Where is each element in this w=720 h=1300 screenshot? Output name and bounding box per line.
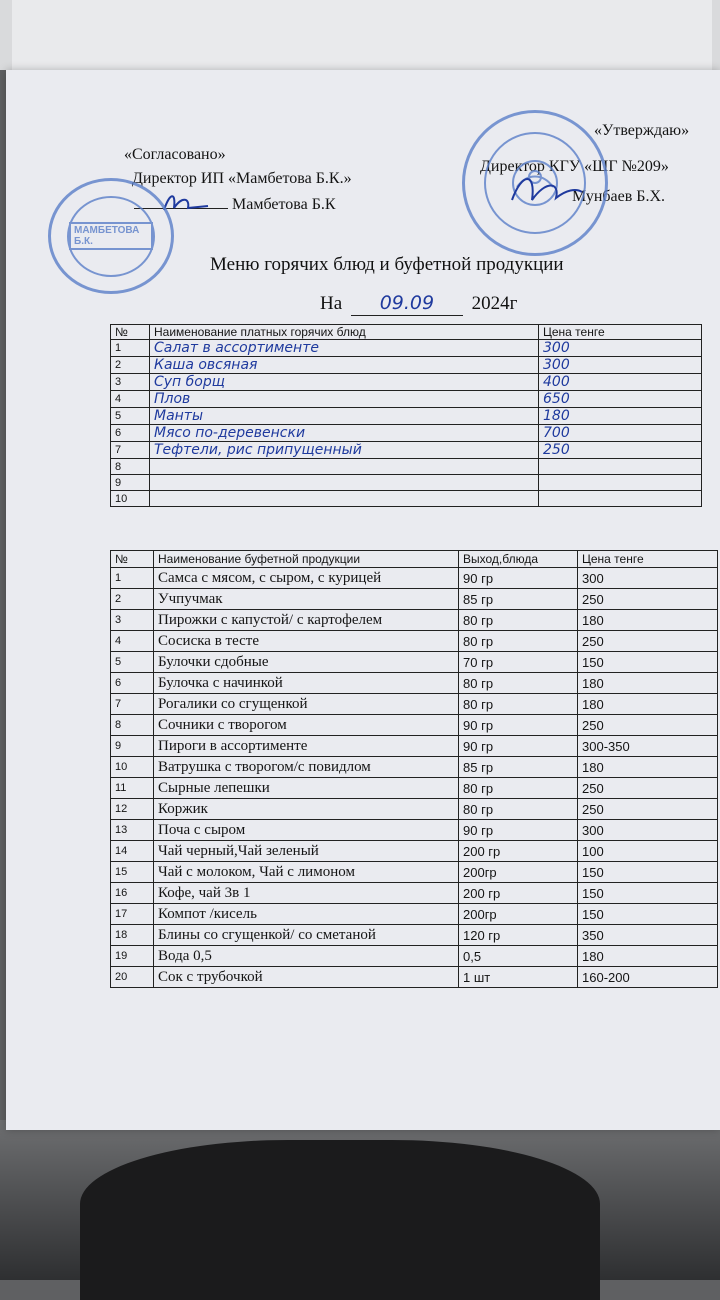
product-name: Булочки сдобные (154, 652, 459, 673)
row-number: 15 (111, 862, 154, 883)
product-name: Сок с трубочкой (154, 967, 459, 988)
dish-price: 700 (539, 425, 702, 442)
product-yield: 90 гр (459, 715, 578, 736)
product-price: 180 (578, 694, 718, 715)
table-row (111, 925, 718, 946)
dish-price (539, 475, 702, 491)
header-price: Цена тенге (578, 551, 718, 568)
product-price: 150 (578, 883, 718, 904)
product-yield: 200 гр (459, 841, 578, 862)
product-yield: 200гр (459, 904, 578, 925)
product-yield: 85 гр (459, 589, 578, 610)
product-yield: 80 гр (459, 799, 578, 820)
row-number: 3 (111, 610, 154, 631)
dish-price: 300 (539, 340, 702, 357)
paper-edge (12, 0, 712, 73)
stamp-left (48, 178, 174, 294)
row-number: 5 (111, 408, 150, 425)
product-price: 300 (578, 568, 718, 589)
table-row (111, 652, 718, 673)
row-number: 4 (111, 631, 154, 652)
dish-name (150, 459, 539, 475)
table-row (111, 841, 718, 862)
table-row (111, 904, 718, 925)
row-number: 7 (111, 694, 154, 715)
product-price: 250 (578, 715, 718, 736)
product-price: 150 (578, 862, 718, 883)
product-name: Рогалики со сгущенкой (154, 694, 459, 715)
product-yield: 80 гр (459, 778, 578, 799)
row-number: 17 (111, 904, 154, 925)
dish-price: 300 (539, 357, 702, 374)
product-price: 180 (578, 946, 718, 967)
product-price: 350 (578, 925, 718, 946)
table-row (111, 736, 718, 757)
row-number: 7 (111, 442, 150, 459)
product-name: Кофе, чай 3в 1 (154, 883, 459, 904)
product-yield: 1 шт (459, 967, 578, 988)
dish-name: Салат в ассортименте (150, 340, 539, 357)
product-name: Сырные лепешки (154, 778, 459, 799)
product-yield: 90 гр (459, 736, 578, 757)
person-shadow (80, 1140, 600, 1300)
header-product-name: Наименование буфетной продукции (154, 551, 459, 568)
table-row (111, 357, 702, 374)
row-number: 9 (111, 736, 154, 757)
row-number: 19 (111, 946, 154, 967)
signature-right (506, 170, 586, 210)
row-number: 9 (111, 475, 150, 491)
date-prefix: На (320, 293, 343, 314)
product-price: 250 (578, 631, 718, 652)
dish-price: 250 (539, 442, 702, 459)
product-name: Сочники с творогом (154, 715, 459, 736)
product-yield: 85 гр (459, 757, 578, 778)
date-year: 2024г (471, 293, 518, 314)
dish-price (539, 491, 702, 507)
row-number: 12 (111, 799, 154, 820)
dish-price: 400 (539, 374, 702, 391)
row-number: 3 (111, 374, 150, 391)
dish-price: 180 (539, 408, 702, 425)
product-price: 250 (578, 799, 718, 820)
buffet-table (110, 550, 718, 988)
table-row (111, 491, 702, 507)
approval-left-position: Директор ИП «Мамбетова Б.К.» (132, 170, 352, 187)
product-price: 180 (578, 610, 718, 631)
product-price: 150 (578, 904, 718, 925)
table-row (111, 799, 718, 820)
table-row (111, 425, 702, 442)
header-dish-name: Наименование платных горячих блюд (150, 325, 539, 340)
table-row (111, 568, 718, 589)
product-name: Пироги в ассортименте (154, 736, 459, 757)
table-row (111, 408, 702, 425)
dish-name: Манты (150, 408, 539, 425)
table-row (111, 820, 718, 841)
table-row (111, 946, 718, 967)
stamp-left-inner (67, 196, 155, 277)
row-number: 14 (111, 841, 154, 862)
product-yield: 80 гр (459, 631, 578, 652)
stamp-left-name: МАМБЕТОВА Б.К. (69, 222, 153, 250)
row-number: 13 (111, 820, 154, 841)
product-price: 250 (578, 589, 718, 610)
row-number: 2 (111, 357, 150, 374)
product-yield: 80 гр (459, 673, 578, 694)
product-yield: 200гр (459, 862, 578, 883)
product-yield: 90 гр (459, 568, 578, 589)
table-row (111, 374, 702, 391)
approval-right-position: Директор КГУ «ШГ №209» (480, 158, 669, 175)
dish-name: Плов (150, 391, 539, 408)
product-price: 250 (578, 778, 718, 799)
header-price: Цена тенге (539, 325, 702, 340)
dish-name (150, 475, 539, 491)
dish-price: 650 (539, 391, 702, 408)
approval-left-signatory: Мамбетова Б.К (232, 196, 336, 213)
table-row (111, 631, 718, 652)
product-price: 100 (578, 841, 718, 862)
date-handwritten: 09.09 (379, 292, 435, 314)
document-title: Меню горячих блюд и буфетной продукции (210, 254, 564, 275)
row-number: 8 (111, 459, 150, 475)
table-row (111, 673, 718, 694)
row-number: 8 (111, 715, 154, 736)
header-yield: Выход,блюда (459, 551, 578, 568)
product-yield: 120 гр (459, 925, 578, 946)
product-price: 150 (578, 652, 718, 673)
table-row (111, 715, 718, 736)
product-name: Вода 0,5 (154, 946, 459, 967)
product-name: Сосиска в тесте (154, 631, 459, 652)
table-row (111, 340, 702, 357)
product-yield: 200 гр (459, 883, 578, 904)
date-line (320, 292, 517, 316)
product-name: Чай с молоком, Чай с лимоном (154, 862, 459, 883)
product-name: Компот /кисель (154, 904, 459, 925)
menu-document (6, 70, 720, 1130)
product-name: Пирожки с капустой/ с картофелем (154, 610, 459, 631)
header-number: № (111, 551, 154, 568)
row-number: 10 (111, 491, 150, 507)
table-row (111, 694, 718, 715)
row-number: 1 (111, 568, 154, 589)
table-row (111, 475, 702, 491)
approval-left-label: «Согласовано» (124, 146, 226, 163)
row-number: 6 (111, 673, 154, 694)
product-name: Поча с сыром (154, 820, 459, 841)
product-yield: 70 гр (459, 652, 578, 673)
dish-name: Тефтели, рис припущенный (150, 442, 539, 459)
product-price: 160-200 (578, 967, 718, 988)
product-name: Коржик (154, 799, 459, 820)
table-row (111, 610, 718, 631)
dish-name: Каша овсяная (150, 357, 539, 374)
floor-background (0, 1120, 720, 1280)
product-name: Чай черный,Чай зеленый (154, 841, 459, 862)
table-row (111, 757, 718, 778)
table-row (111, 442, 702, 459)
table-row (111, 883, 718, 904)
row-number: 11 (111, 778, 154, 799)
product-yield: 80 гр (459, 610, 578, 631)
product-name: Блины со сгущенкой/ со сметаной (154, 925, 459, 946)
table-row (111, 459, 702, 475)
product-yield: 0,5 (459, 946, 578, 967)
row-number: 18 (111, 925, 154, 946)
row-number: 1 (111, 340, 150, 357)
table-row (111, 589, 718, 610)
row-number: 5 (111, 652, 154, 673)
product-name: Самса с мясом, с сыром, с курицей (154, 568, 459, 589)
table-row (111, 967, 718, 988)
date-field (351, 292, 463, 316)
background-paper-stack (0, 0, 720, 70)
product-yield: 80 гр (459, 694, 578, 715)
row-number: 4 (111, 391, 150, 408)
product-price: 300 (578, 820, 718, 841)
product-price: 300-350 (578, 736, 718, 757)
product-name: Учпучмак (154, 589, 459, 610)
product-yield: 90 гр (459, 820, 578, 841)
row-number: 10 (111, 757, 154, 778)
dish-name: Мясо по-деревенски (150, 425, 539, 442)
product-price: 180 (578, 673, 718, 694)
dish-name (150, 491, 539, 507)
hot-dishes-table (110, 324, 702, 507)
header-number: № (111, 325, 150, 340)
row-number: 6 (111, 425, 150, 442)
dish-price (539, 459, 702, 475)
dish-name: Суп борщ (150, 374, 539, 391)
row-number: 2 (111, 589, 154, 610)
product-price: 180 (578, 757, 718, 778)
approval-right-label: «Утверждаю» (594, 122, 690, 139)
buffet-header (111, 551, 718, 568)
approval-right-signatory: Мунбаев Б.Х. (572, 188, 666, 205)
table-row (111, 862, 718, 883)
product-name: Ватрушка с творогом/с повидлом (154, 757, 459, 778)
product-name: Булочка с начинкой (154, 673, 459, 694)
table-row (111, 778, 718, 799)
table-row (111, 391, 702, 408)
hot-dishes-header (111, 325, 702, 340)
row-number: 16 (111, 883, 154, 904)
row-number: 20 (111, 967, 154, 988)
